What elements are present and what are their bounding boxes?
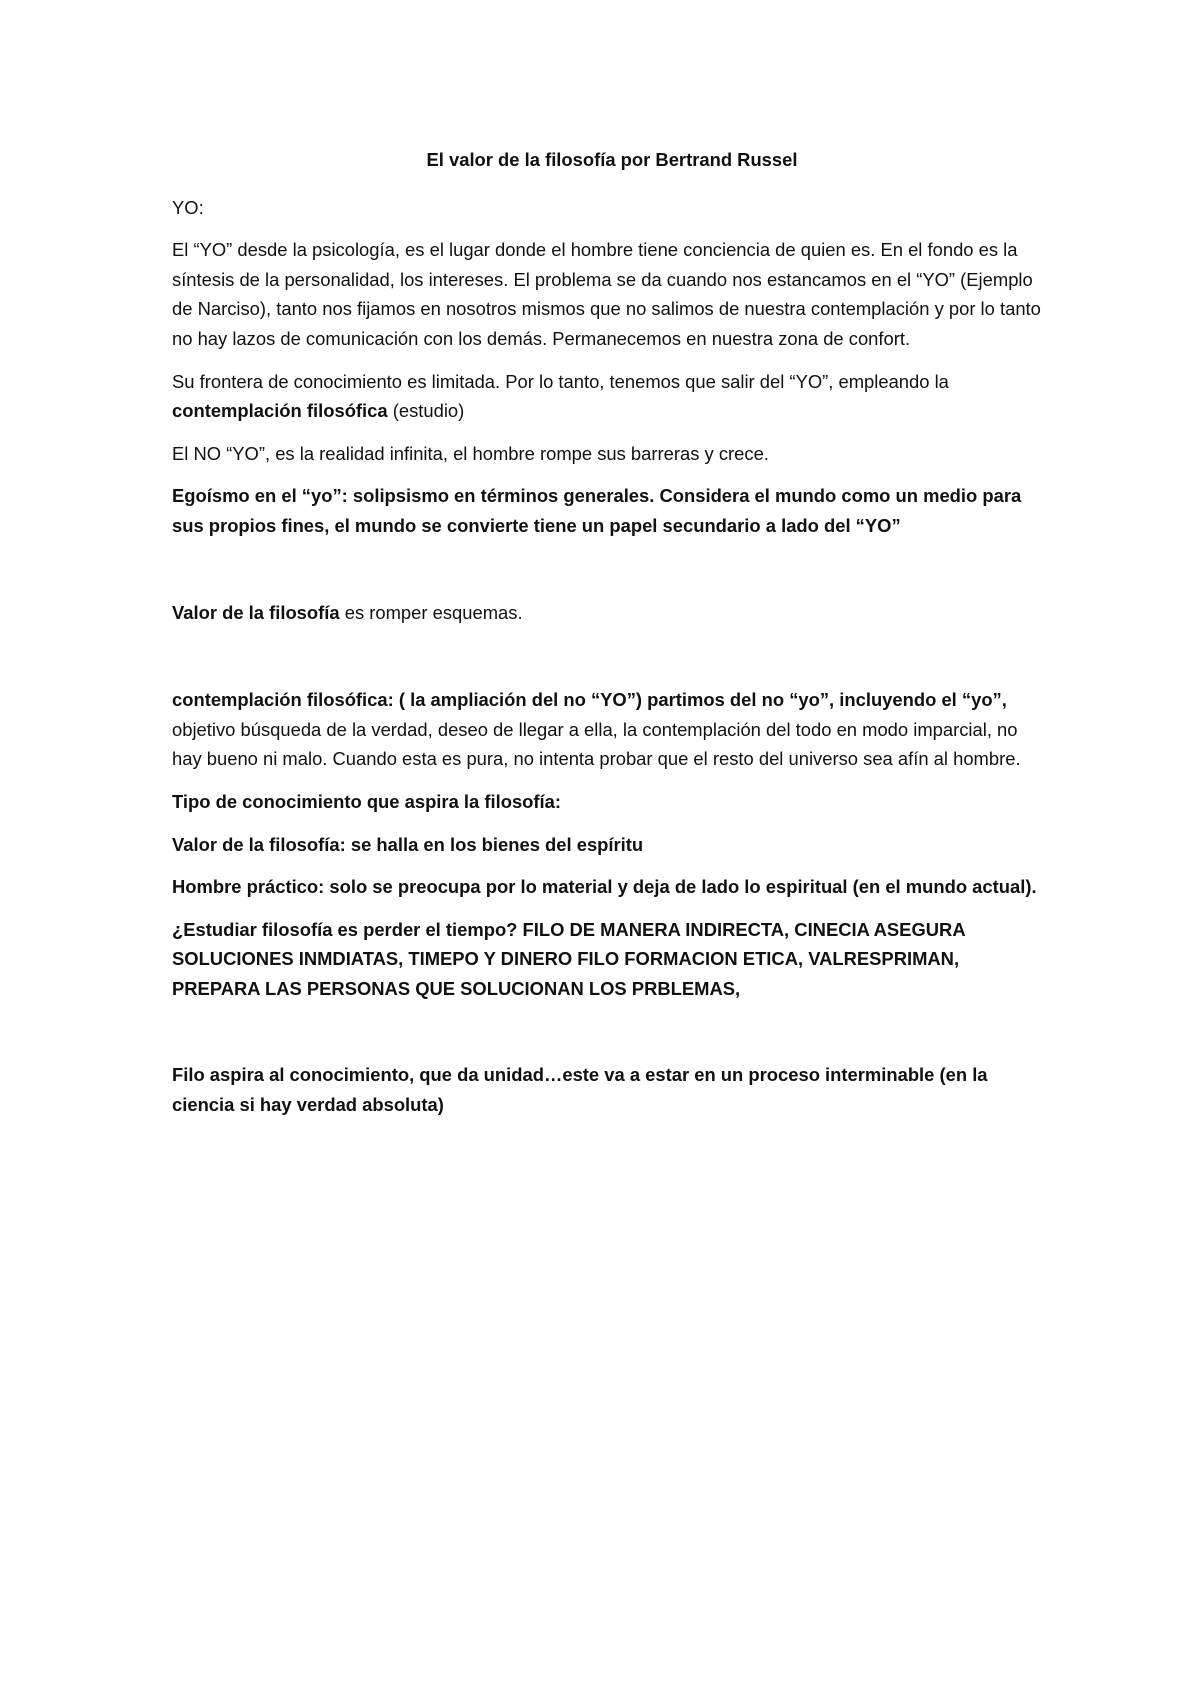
paragraph-frontera-bold: contemplación filosófica [172, 400, 388, 422]
paragraph-valor-rest: es romper esquemas. [339, 601, 523, 623]
paragraph-valor [172, 598, 1052, 628]
paragraph-contemplacion [172, 685, 1052, 774]
document-body [172, 145, 1052, 1120]
paragraph-filo-aspira: Filo aspira al conocimiento, que da unidad…este va a estar en un proceso interminable (en la ciencia si hay verdad absoluta) [172, 1064, 988, 1116]
paragraph-contemplacion-bold: contemplación filosófica: ( la ampliación del no “YO”) partimos del no “yo”, incluyendo el “yo”, [172, 689, 1007, 711]
section-heading-yo: YO: [172, 196, 204, 218]
paragraph-valor-espiritu: Valor de la filosofía: se halla en los bienes del espíritu [172, 833, 644, 855]
paragraph-frontera-end: (estudio) [387, 400, 465, 422]
paragraph-yo-definition: El “YO” desde la psicología, es el lugar donde el hombre tiene conciencia de quien es. En el fondo es la síntesis de la personalidad, los intereses. El problema se da cuando nos estancamos en el “YO” (Ejemplo de Narciso), tanto nos fijamos en nosotros mismos que no salimos de nuestra contemplación y por lo tanto no hay lazos de comunicación con los demás. Permanecemos en nuestra zona de confort. [172, 239, 1041, 349]
paragraph-egoismo: Egoísmo en el “yo”: solipsismo en términos generales. Considera el mundo como un medio para sus propios fines, el mundo se convierte tiene un papel secundario a lado del “YO” [172, 485, 1022, 536]
paragraph-no-yo: El NO “YO”, es la realidad infinita, el hombre rompe sus barreras y crece. [172, 442, 769, 464]
paragraph-valor-bold: Valor de la filosofía [172, 601, 340, 623]
paragraph-frontera [172, 367, 1052, 426]
paragraph-frontera-text: Su frontera de conocimiento es limitada. Por lo tanto, tenemos que salir del “YO”, empleando la [172, 370, 949, 392]
paragraph-contemplacion-rest: objetivo búsqueda de la verdad, deseo de llegar a ella, la contemplación del todo en modo imparcial, no hay bueno ni malo. Cuando esta es pura, no intenta probar que el resto del universo sea afín al hombre. [172, 718, 1021, 770]
paragraph-hombre-practico: Hombre práctico: solo se preocupa por lo material y deja de lado lo espiritual (en el mundo actual). [172, 876, 1037, 898]
paragraph-tipo-conocimiento: Tipo de conocimiento que aspira la filosofía: [172, 790, 561, 812]
document-title: El valor de la filosofía por Bertrand Russel [426, 149, 798, 170]
paragraph-estudiar-filosofia: ¿Estudiar filosofía es perder el tiempo? FILO DE MANERA INDIRECTA, CINECIA ASEGURA SOLUCIONES INMDIATAS, TIMEPO Y DINERO FILO FORMACION ETICA, VALRESPRIMAN, PREPARA LAS PERSONAS QUE SOLUCIONAN LOS PRBLEMAS, [172, 918, 965, 999]
